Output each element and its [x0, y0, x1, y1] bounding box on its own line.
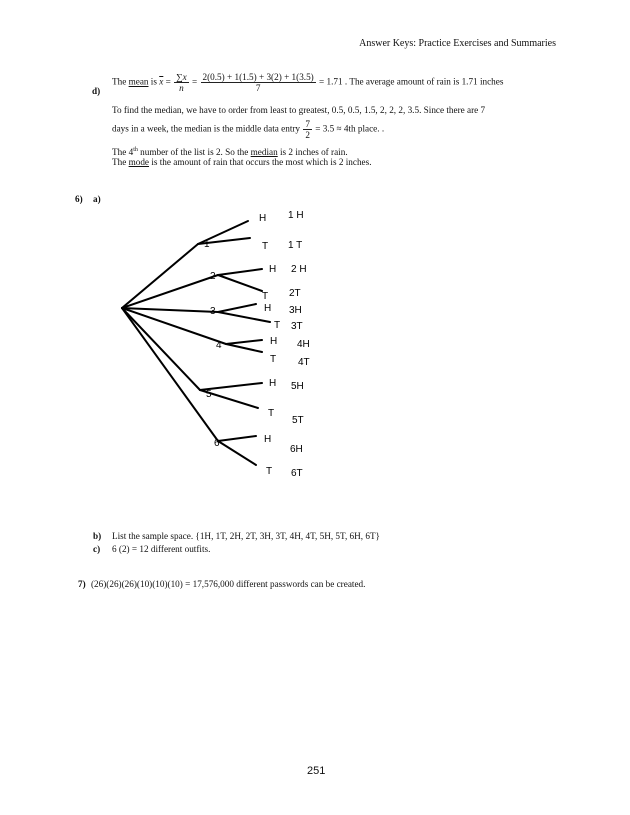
mean-denominator: 7	[255, 83, 261, 93]
mode-text-a: The	[112, 157, 129, 167]
heads-label-4: H	[270, 336, 278, 347]
branch-4-tails	[226, 344, 262, 352]
heads-label-2: H	[269, 264, 277, 275]
median-line-1: To find the median, we have to order from least to greatest, 0.5, 0.5, 1.5, 2, 2, 2, 3.5. Since there are 7	[112, 105, 486, 115]
middle-entry-numerator: 7	[305, 119, 310, 129]
branch-3-heads	[218, 304, 256, 312]
branch-root-to-6	[122, 308, 218, 441]
outcome-5h: 5H	[291, 381, 304, 392]
branch-root-to-2	[122, 275, 218, 308]
tails-label-4: T	[270, 354, 277, 365]
outcome-1h: 1 H	[288, 210, 304, 221]
sum-denominator: n	[179, 83, 184, 93]
branch-root-to-1	[122, 244, 198, 308]
tails-label-6: T	[266, 466, 273, 477]
tails-label-5: T	[268, 408, 275, 419]
die-label-6: 6	[214, 438, 220, 449]
q6-c-label: c)	[93, 544, 101, 554]
tree-branches	[122, 221, 270, 465]
branch-2-tails	[218, 275, 262, 291]
heads-label-3: H	[264, 303, 272, 314]
q7-text: (26)(26)(26)(10)(10)(10) = 17,576,000 different passwords can be created.	[91, 579, 366, 589]
mean-numerator: 2(0.5) + 1(1.5) + 3(2) + 1(3.5)	[202, 72, 314, 82]
branch-4-heads	[226, 340, 262, 344]
branch-3-tails	[218, 312, 270, 322]
die-label-5: 5	[206, 389, 212, 400]
fourth-superscript: th	[133, 147, 138, 153]
q7-label: 7)	[78, 579, 86, 589]
mean-result: = 1.71 . The average amount of rain is 1.71 inches	[319, 76, 504, 87]
die-label-3: 3	[210, 306, 216, 317]
outcome-3t: 3T	[291, 321, 303, 332]
outcome-2h: 2 H	[291, 264, 307, 275]
q6-c-text: 6 (2) = 12 different outfits.	[112, 544, 211, 554]
outcome-3h: 3H	[289, 305, 302, 316]
x-bar-symbol: $\overline{x}$	[159, 76, 164, 87]
sum-numerator: ∑x	[176, 72, 187, 82]
q6-label: 6)	[75, 194, 83, 204]
tree-labels	[204, 210, 310, 479]
equals-2: =	[192, 76, 198, 87]
heads-label-1: H	[259, 213, 267, 224]
fourth-text-b: number of the list is 2. So the	[137, 147, 251, 158]
equals-1: =	[165, 76, 171, 87]
part-d-label: d)	[92, 86, 101, 96]
branch-6-tails	[218, 441, 256, 465]
middle-entry-denominator: 2	[305, 130, 310, 140]
outcome-2t: 2T	[289, 288, 301, 299]
mean-term: mean	[128, 76, 149, 87]
tails-label-1: T	[262, 241, 269, 252]
branch-root-to-3	[122, 308, 218, 312]
q6-b-label: b)	[93, 531, 102, 541]
outcome-5t: 5T	[292, 415, 304, 426]
q6-a-label: a)	[93, 194, 101, 204]
q6-b-text: List the sample space. {1H, 1T, 2H, 2T, 3H, 3T, 4H, 4T, 5H, 5T, 6H, 6T}	[112, 531, 380, 541]
outcome-1t: 1 T	[288, 240, 303, 251]
mode-term: mode	[128, 157, 150, 167]
mean-prefix: The	[112, 76, 127, 87]
mean-is: is	[150, 76, 157, 87]
outcome-6h: 6H	[290, 444, 303, 455]
branch-root-to-5	[122, 308, 200, 390]
tails-label-3: T	[274, 320, 281, 331]
median-line-2-text: days in a week, the median is the middle data entry	[112, 123, 301, 134]
mode-text-b: is the amount of rain that occurs the most which is 2 inches.	[149, 157, 372, 167]
tails-label-2: T	[262, 291, 269, 302]
heads-label-6: H	[264, 434, 272, 445]
heads-label-5: H	[269, 378, 277, 389]
running-header: Answer Keys: Practice Exercises and Summaries	[359, 38, 556, 49]
median-term: median	[250, 147, 278, 158]
fourth-text-c: is 2 inches of rain.	[277, 147, 348, 158]
branch-6-heads	[218, 436, 256, 441]
outcome-6t: 6T	[291, 468, 303, 479]
die-label-4: 4	[216, 340, 222, 351]
page-number: 251	[307, 765, 326, 777]
fourth-text-a: The 4	[112, 147, 134, 158]
die-label-1: 1	[204, 239, 210, 250]
median-line-2-result: = 3.5 ≈ 4th place. .	[315, 123, 385, 134]
outcome-4h: 4H	[297, 339, 310, 350]
die-label-2: 2	[210, 271, 216, 282]
outcome-4t: 4T	[298, 357, 310, 368]
branch-2-heads	[218, 269, 262, 275]
